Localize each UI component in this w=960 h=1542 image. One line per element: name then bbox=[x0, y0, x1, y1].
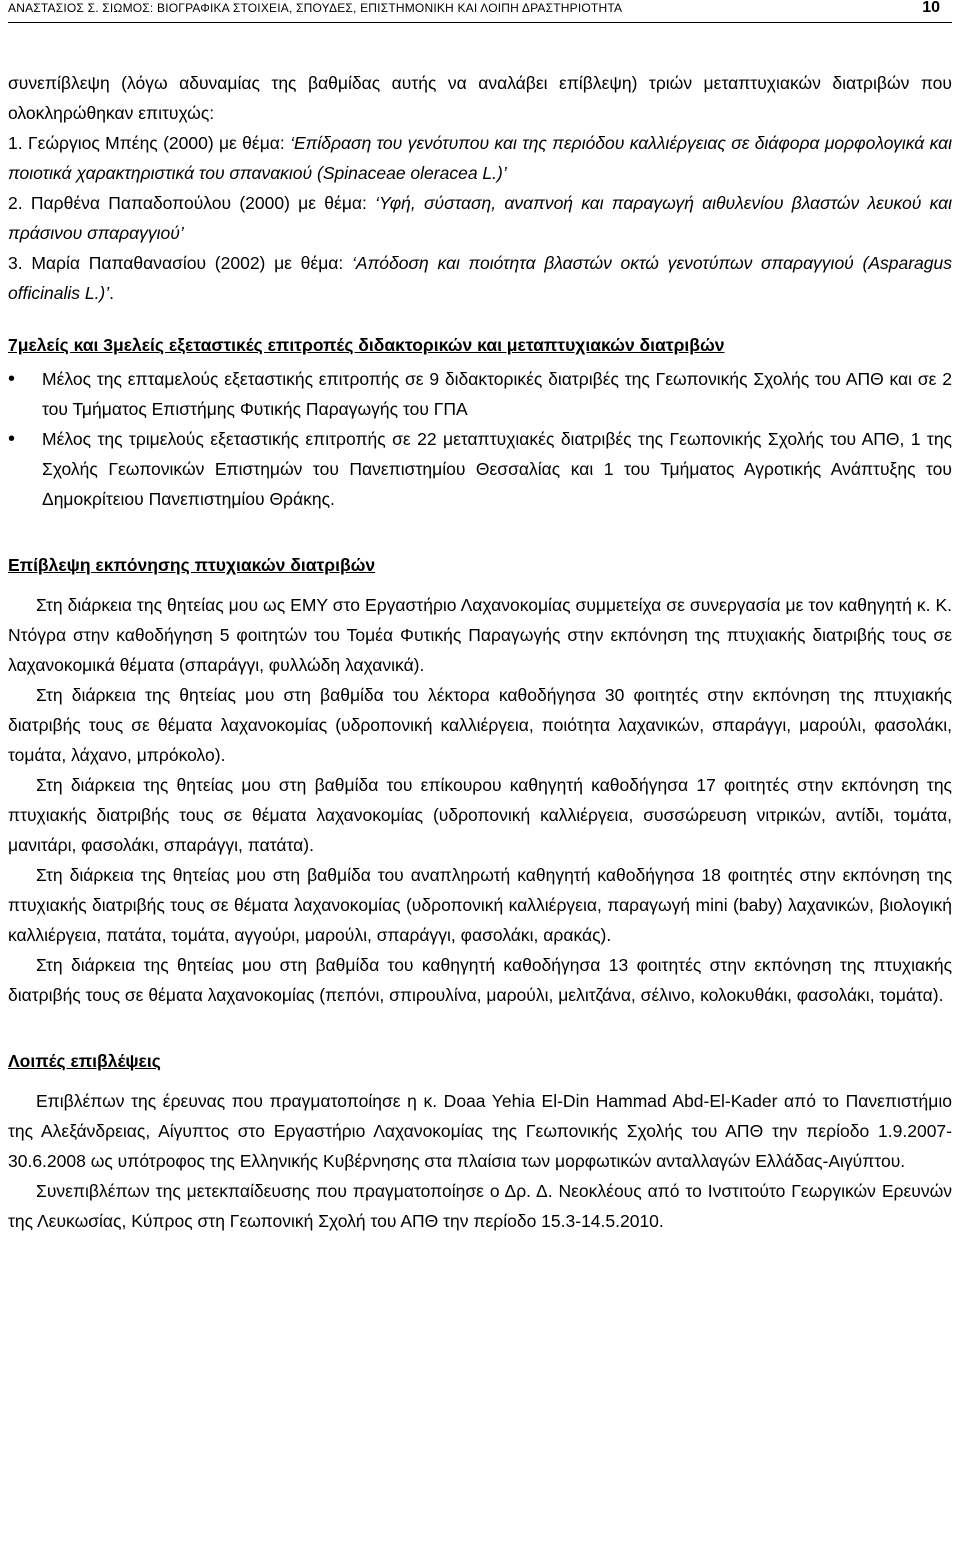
other-supervision-heading: Λοιπές επιβλέψεις bbox=[8, 1051, 161, 1071]
other-paragraph: Συνεπιβλέπων της μετεκπαίδευσης που πραγματοποίησε ο Δρ. Δ. Νεοκλέους από το Ινστιτούτο Γεωργικών Ερευνών της Λευκωσίας, Κύπρος στη Γεωπονική Σχολή του ΑΠΘ την περίοδο 15.3-14.5.2010. bbox=[8, 1181, 952, 1231]
supervision-paragraph: Στη διάρκεια της θητείας μου στη βαθμίδα του επίκουρου καθηγητή καθοδήγησα 17 φοιτητές στην εκπόνηση της πτυχιακής διατριβής τους σε θέματα λαχανοκομίας (υδροπονική καλλιέργεια, συσσώρευση νιτρικών, αντίδι, τομάτα, μανιτάρι, φασολάκι, σπαράγγι, πατάτα). bbox=[8, 775, 952, 855]
thesis-item-2: 2. Παρθένα Παπαδοπούλου (2000) με θέμα: ‘Υφή, σύσταση, αναπνοή και παραγωγή αιθυλενίου βλαστών λευκού και πράσινου σπαραγγιού’ bbox=[8, 193, 952, 243]
other-paragraph: Επιβλέπων της έρευνας που πραγματοποίησε η κ. Doaa Yehia El-Din Hammad Abd-El-Kader από το Πανεπιστήμιο της Αλεξάνδρειας, Αίγυπτος στο Εργαστήριο Λαχανοκομίας της Γεωπονικής Σχολής του ΑΠΘ την περίοδο 1.9.2007-30.6.2008 ως υπότροφος της Ελληνικής Κυβέρνησης στα πλαίσια των μορφωτικών ανταλλαγών Ελλάδας-Αιγύπτου. bbox=[8, 1091, 952, 1171]
thesis-title: Υφή, σύσταση, αναπνοή και παραγωγή αιθυλενίου βλαστών λευκού και πράσινου σπαραγγιού’ bbox=[8, 193, 952, 243]
thesis-prefix: Παρθένα Παπαδοπούλου (2000) με θέμα: bbox=[30, 193, 376, 213]
supervision-paragraph: Στη διάρκεια της θητείας μου ως ΕΜΥ στο Εργαστήριο Λαχανοκομίας συμμετείχα σε συνεργασία με τον καθηγητή κ. Κ. Ντόγρα στην καθοδήγηση 5 φοιτητών του Τομέα Φυτικής Παραγωγής στην εκπόνηση της πτυχιακής διατριβής τους σε λαχανοκομικά θέματα (σπαράγγι, φυλλώδη λαχανικά). bbox=[8, 595, 952, 675]
supervision-heading: Επίβλεψη εκπόνησης πτυχιακών διατριβών bbox=[8, 555, 376, 575]
thesis-number: 1. bbox=[8, 133, 23, 153]
thesis-number: 2. bbox=[8, 193, 23, 213]
supervision-paragraph: Στη διάρκεια της θητείας μου στη βαθμίδα του λέκτορα καθοδήγησα 30 φοιτητές στην εκπόνηση της πτυχιακής διατριβής τους σε θέματα λαχανοκομίας (υδροπονική καλλιέργεια, ποιότητα λαχανικών, σπαράγγι, μαρούλι, φασολάκι, τομάτα, λάχανο, μπρόκολο). bbox=[8, 685, 952, 765]
list-item: • Μέλος της επταμελούς εξεταστικής επιτροπής σε 9 διδακτορικές διατριβές της Γεωπονικής Σχολής του ΑΠΘ και σε 2 του Τμήματος Επιστήμης Φυτικής Παραγωγής του ΓΠΑ bbox=[8, 364, 952, 424]
document-body bbox=[8, 68, 952, 1236]
running-header: ΑΝΑΣΤΑΣΙΟΣ Σ. ΣΙΩΜΟΣ: ΒΙΟΓΡΑΦΙΚΑ ΣΤΟΙΧΕΙΑ, ΣΠΟΥΔΕΣ, ΕΠΙΣΤΗΜΟΝΙΚΗ ΚΑΙ ΛΟΙΠΗ ΔΡΑΣΤΗΡΙΟΤΗΤΑ bbox=[8, 1, 623, 15]
supervision-paragraph: Στη διάρκεια της θητείας μου στη βαθμίδα του αναπληρωτή καθηγητή καθοδήγησα 18 φοιτητές στην εκπόνηση της πτυχιακής διατριβής τους σε θέματα λαχανοκομίας (υδροπονική καλλιέργεια, παραγωγή mini (baby) λαχανικών, βιολογική καλλιέργεια, πατάτα, τομάτα, αγγούρι, μαρούλι, σπαράγγι, φασολάκι, αρακάς). bbox=[8, 865, 952, 945]
page-number: 10 bbox=[922, 0, 940, 16]
intro-paragraph: συνεπίβλεψη (λόγω αδυναμίας της βαθμίδας αυτής να αναλάβει επίβλεψη) τριών μεταπτυχιακών διατριβών που ολοκληρώθηκαν επιτυχώς: bbox=[8, 73, 952, 123]
thesis-number: 3. bbox=[8, 253, 23, 273]
list-item: • Μέλος της τριμελούς εξεταστικής επιτροπής σε 22 μεταπτυχιακές διατριβές της Γεωπονικής Σχολής του ΑΠΘ, 1 της Σχολής Γεωπονικών Επιστημών του Πανεπιστημίου Θεσσαλίας και 1 του Τμήματος Αγροτικής Ανάπτυξης του Δημοκρίτειου Πανεπιστημίου Θράκης. bbox=[8, 424, 952, 514]
supervision-paragraph: Στη διάρκεια της θητείας μου στη βαθμίδα του καθηγητή καθοδήγησα 13 φοιτητές στην εκπόνηση της πτυχιακής διατριβής τους σε θέματα λαχανοκομίας (πεπόνι, σπιρουλίνα, μαρούλι, μελιτζάνα, σέλινο, κολοκυθάκι, φασολάκι, τομάτα). bbox=[8, 955, 952, 1005]
committees-heading: 7μελείς και 3μελείς εξεταστικές επιτροπές διδακτορικών και μεταπτυχιακών διατριβών bbox=[8, 335, 725, 355]
page-header bbox=[8, 0, 952, 23]
thesis-title: Επίδραση του γενότυπου και της περιόδου καλλιέργειας σε διάφορα μορφολογικά και ποιοτικά χαρακτηριστικά του σπανακιού (Spinaceae oleracea L.)’ bbox=[8, 133, 952, 183]
thesis-title: Απόδοση και ποιότητα βλαστών οκτώ γενοτύπων σπαραγγιού (Asparagus officinalis L.)’ bbox=[8, 253, 952, 303]
thesis-prefix: Γεώργιος Μπέης (2000) με θέμα: bbox=[27, 133, 291, 153]
committees-list bbox=[8, 364, 952, 514]
thesis-prefix: Μαρία Παπαθανασίου (2002) με θέμα: bbox=[31, 253, 352, 273]
thesis-item-1: 1. Γεώργιος Μπέης (2000) με θέμα: ‘Επίδραση του γενότυπου και της περιόδου καλλιέργειας σε διάφορα μορφολογικά και ποιοτικά χαρακτηριστικά του σπανακιού (Spinaceae oleracea L.)’ bbox=[8, 133, 952, 183]
thesis-item-3: 3. Μαρία Παπαθανασίου (2002) με θέμα: ‘Απόδοση και ποιότητα βλαστών οκτώ γενοτύπων σπαραγγιού (Asparagus officinalis L.)’. bbox=[8, 253, 952, 303]
